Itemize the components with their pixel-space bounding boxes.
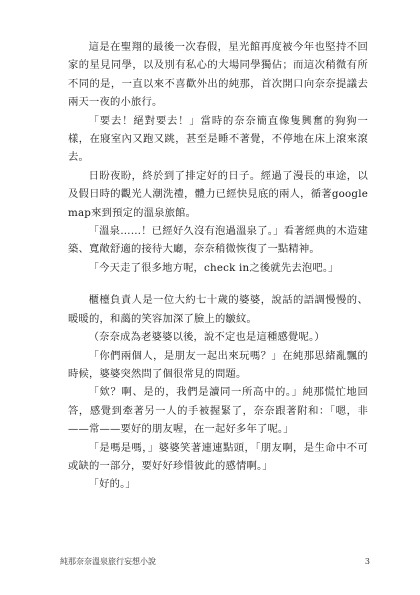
paragraph: 「你們兩個人，是朋友一起出來玩嗎？」在純那思緒亂飄的時候，婆婆突然問了個很常見的問題。 xyxy=(68,349,368,380)
page-footer xyxy=(60,556,370,567)
paragraph: 「好的。」 xyxy=(88,478,136,491)
body-text xyxy=(68,38,368,494)
paragraph: 「今天走了很多地方呢，check in之後就先去泡吧。」 xyxy=(88,261,339,274)
paragraph: 「溫泉……！已經好久沒有泡過溫泉了。」看著經典的木造建築、寬敞舒適的接待大廳，奈奈稍微恢復了一點精神。 xyxy=(68,225,368,256)
page-number: 3 xyxy=(364,557,370,566)
footer-title: 純那奈奈溫泉旅行妄想小說 xyxy=(60,557,156,566)
paragraph: 櫃檯負責人是一位大約七十歲的婆婆，說話的語調慢慢的、暖暖的，和藹的笑容加深了臉上的皺紋。 xyxy=(68,294,368,325)
paragraph: 「欸？啊、是的，我們是讀同一所高中的。」純那慌忙地回答，感覺到牽著另一人的手被握緊了，奈奈跟著附和：「嗯，非——常——要好的朋友喔，在一起好多年了呢。」 xyxy=(68,386,368,436)
paragraph: 這是在聖翔的最後一次春假，星光館再度被今年也堅持不回家的星見同學，以及別有私心的大場同學獨佔；而這次稍微有所不同的是，一直以來不喜歡外出的純那，首次開口向奈奈提議去兩天一夜的小旅行。 xyxy=(68,41,368,109)
paragraph: （奈奈成為老婆婆以後，說不定也是這種感覺呢。） xyxy=(88,331,325,344)
paragraph: 「要去！絕對要去！」當時的奈奈簡直像隻興奮的狗狗一樣，在寢室內又跑又跳，甚至是睡不著覺，不停地在床上滾來滾去。 xyxy=(68,114,368,164)
paragraph: 「是嗎是嗎，」婆婆笑著連連點頭，「朋友啊，是生命中不可或缺的一部分，要好好珍惜彼此的感情啊。」 xyxy=(68,441,368,472)
paragraph: 日盼夜盼，終於到了排定好的日子。經過了漫長的車途，以及假日時的觀光人潮洗禮，體力已經快見底的兩人，循著google map來到預定的溫泉旅館。 xyxy=(68,169,368,219)
